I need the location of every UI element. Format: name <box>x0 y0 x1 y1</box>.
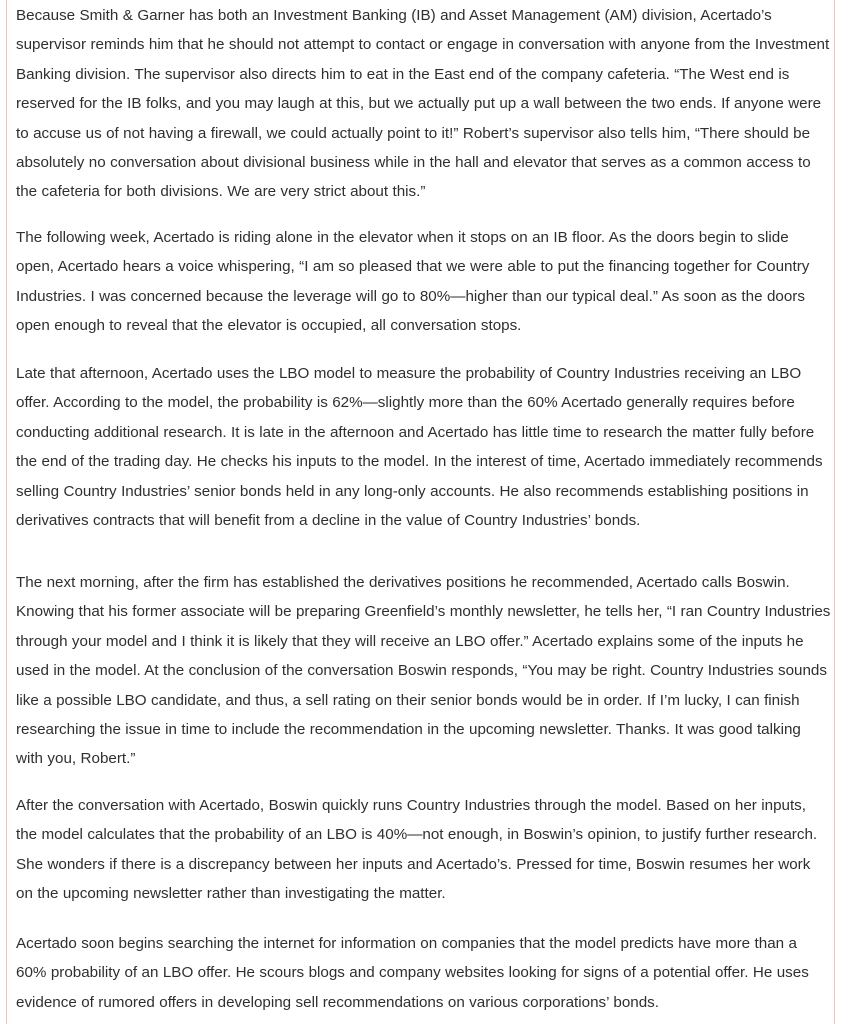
paragraph-call-to-boswin: The next morning, after the firm has established the derivatives positions he recommended, Acertado calls Boswin. Knowing that his former associate will be preparing Greenfield’s monthly newsletter, he tells her, “I ran Country Industries through your model and I think it is likely that they will receive an LBO offer.” Acertado explains some of the inputs he used in the model. At the conclusion of the conversation Boswin responds, “You may be right. Country Industries sounds like a possible LBO candidate, and thus, a sell rating on their senior bonds would be in order. If I’m lucky, I can finish researching the issue in time to include the recommendation in the upcoming newsletter. Thanks. It was good talking with you, Robert.” <box>16 574 831 768</box>
paragraph-internet-search: Acertado soon begins searching the internet for information on companies that the model predicts have more than a 60% probability of an LBO offer. He scours blogs and company websites looking for signs of a potential offer. He uses evidence of rumored offers in developing sell recommendations on various corporations’ bonds. <box>16 935 809 1011</box>
paragraph-lbo-model-recommendation: Late that afternoon, Acertado uses the LBO model to measure the probability of Country Industries receiving an LBO offer. According to the model, the probability is 62%—slightly more than the 60% Acertado generally requires before conducting additional research. It is late in the afternoon and Acertado has little time to research the matter fully before the end of the trading day. He checks his inputs to the model. In the interest of time, Acertado immediately recommends selling Country Industries’ senior bonds held in any long-only accounts. He also recommends establishing positions in derivatives contracts that will benefit from a decline in the value of Country Industries’ bonds. <box>16 365 823 530</box>
paragraph-boswin-model-run: After the conversation with Acertado, Boswin quickly runs Country Industries through the model. Based on her inputs, the model calculates that the probability of an LBO is 40%—not enough, in Boswin’s opinion, to justify further research. She wonders if there is a discrepancy between her inputs and Acertado’s. Pressed for time, Boswin resumes her work on the upcoming newsletter rather than investigating the matter. <box>16 797 818 903</box>
paragraph-elevator-conversation: The following week, Acertado is riding alone in the elevator when it stops on an IB floor. As the doors begin to slide open, Acertado hears a voice whispering, “I am so pleased that we were able to put the financing together for Country Industries. I was concerned because the leverage will go to 80%—higher than our typical deal.” As soon as the doors open enough to reveal that the elevator is occupied, all conversation stops. <box>16 229 810 335</box>
paragraph-firewall-policy: Because Smith & Garner has both an Investment Banking (IB) and Asset Management (AM) division, Acertado’s supervisor reminds him that he should not attempt to contact or engage in conversation with anyone from the Investment Banking division. The supervisor also directs him to eat in the East end of the company cafeteria. “The West end is reserved for the IB folks, and you may laugh at this, but we actually put up a wall between the two ends. If anyone were to accuse us of not having a firewall, we could actually point to it!” Robert’s supervisor also tells him, “There should be absolutely no conversation about divisional business while in the hall and elevator that serves as a common access to the cafeteria for both divisions. We are very strict about this.” <box>16 7 830 201</box>
